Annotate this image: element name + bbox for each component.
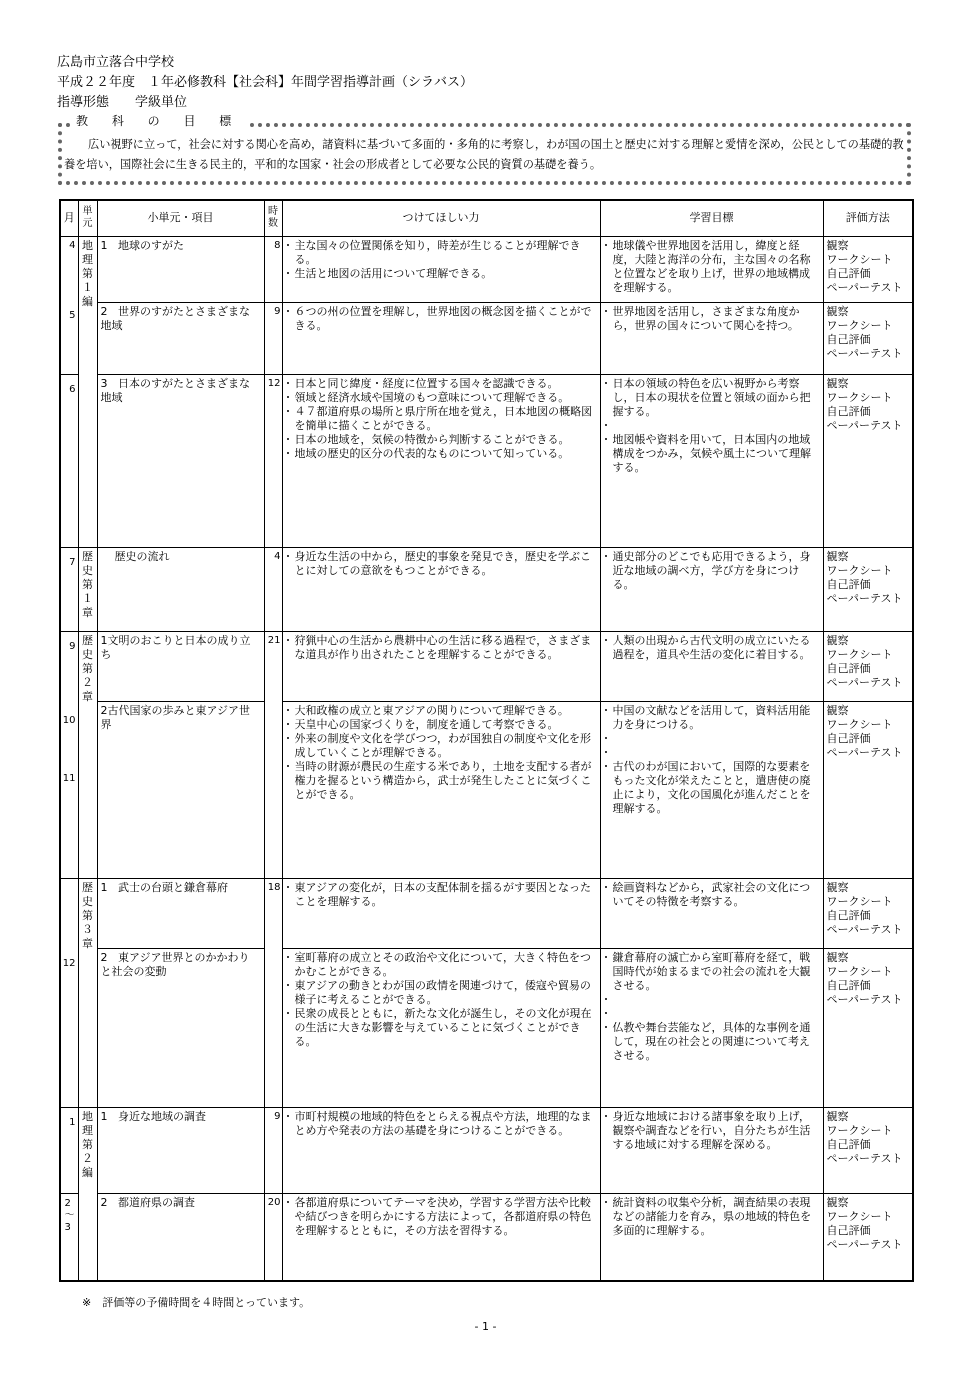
small-unit-cell: 歴史の流れ (97, 547, 264, 631)
evaluation-cell: 観察 ワークシート 自己評価 ペーパーテスト (823, 632, 913, 702)
month-cell (60, 375, 78, 548)
hours-cell: 21 (264, 632, 282, 879)
ability-cell: ・ 市町村規模の地域的特色をとらえる視点や方法，地理的なまとめ方や発表の方法の基礎を身につけることができる。 (282, 1107, 600, 1193)
month-cell (60, 236, 78, 375)
evaluation-cell: 観察 ワークシート 自己評価 ペーパーテスト (823, 1107, 913, 1193)
month-label: 1 (69, 1116, 76, 1128)
teaching-form: 指導形態 学級単位 (57, 95, 188, 110)
header-hours: 時数 (264, 200, 282, 236)
ability-cell: ・ 主な国々の位置関係を知り，時差が生じることが理解できる。 ・ 生活と地図の活用について理解できる。 (282, 236, 600, 302)
page-number: - 1 - (474, 1320, 497, 1333)
small-unit-cell: 3 日本のすがたとさまざまな地域 (97, 375, 264, 548)
small-unit-cell: 2 世界のすがたとさまざまな地域 (97, 302, 264, 374)
evaluation-cell: 観察 ワークシート 自己評価 ペーパーテスト (823, 236, 913, 302)
ability-cell: ・ 室町幕府の成立とその政治や文化について，大きく特色をつかむことができる。 ・ 東アジアの動きとわが国の政情を関連づけて，倭寇や貿易の様子に考えることができる。 ・ 民衆の成長とともに，新たな文化が誕生し，その文化が現在の生活に大きな影響を与えていることに気づくことができる。 (282, 949, 600, 1108)
table-row (60, 632, 913, 702)
unit-label: 地理第２編 (82, 1109, 93, 1179)
objective-cell: ・ 統計資料の収集や分析，調査結果の表現などの諸能力を育み，県の地域的特色を多面的に理解する。 (600, 1194, 823, 1281)
small-unit-cell: 1 地球のすがた (97, 236, 264, 302)
month-label: 7 (69, 556, 76, 568)
month-label: 10 (62, 715, 76, 727)
evaluation-cell: 観察 ワークシート 自己評価 ペーパーテスト (823, 878, 913, 948)
ability-cell: ・ 日本と同じ緯度・経度に位置する国々を認識できる。 ・ 領域と経済水域や国境のもつ意味について理解できる。 ・ ４７都道府県の場所と県庁所在地を覚え，日本地図の概略図を簡単に描くことができる。 ・ 日本の地域を，気候の特徴から判断することができる。 ・ 地域の歴史的区分の代表的なものについて知っている。 (282, 375, 600, 548)
table-row (60, 236, 913, 302)
table-header-row (60, 200, 913, 236)
objective-cell: ・ 鎌倉幕府の滅亡から室町幕府を経て，戦国時代が始まるまでの社会の流れを大観させる。 ・ ・ ・ 仏教や舞台芸能など，具体的な事例を通して，現在の社会との関連について考えさせる。 (600, 949, 823, 1108)
small-unit-cell: 2 東アジア世界とのかかわりと社会の変動 (97, 949, 264, 1108)
unit-cell (78, 236, 97, 547)
table-row (60, 547, 913, 631)
small-unit-cell: 1文明のおこりと日本の成り立ち (97, 632, 264, 702)
table-row (60, 949, 913, 1108)
objective-cell: ・ 人類の出現から古代文明の成立にいたる過程を，道具や生活の変化に着目する。 (600, 632, 823, 702)
hours-cell: 9 (264, 1107, 282, 1193)
syllabus-table (59, 199, 914, 1282)
evaluation-cell: 観察 ワークシート 自己評価 ペーパーテスト (823, 547, 913, 631)
hours-cell: 18 (264, 878, 282, 1107)
hours-cell: 12 (264, 375, 282, 548)
evaluation-cell: 観察 ワークシート 自己評価 ペーパーテスト (823, 375, 913, 548)
header-small-unit: 小単元・項目 (97, 200, 264, 236)
evaluation-cell: 観察 ワークシート 自己評価 ペーパーテスト (823, 949, 913, 1108)
unit-label: 歴史第３章 (82, 880, 93, 950)
hours-cell: 8 (264, 236, 282, 302)
small-unit-cell: 1 武士の台頭と鎌倉幕府 (97, 878, 264, 948)
unit-label: 歴史第２章 (82, 634, 93, 704)
unit-cell (78, 1107, 97, 1281)
unit-cell (78, 878, 97, 1107)
month-cell (60, 1107, 78, 1193)
objective-cell: ・ 中国の文献などを活用して，資料活用能力を身につける。 ・ ・ ・ 古代のわが国において，国際的な要素をもった文化が栄えたことと，遣唐使の廃止により，文化の国風化が進んだことを理解する。 (600, 702, 823, 879)
small-unit-cell: 2古代国家の歩みと東アジア世界 (97, 702, 264, 879)
header-objective: 学習目標 (600, 200, 823, 236)
footnote: ※ 評価等の予備時間を４時間とっています。 (82, 1296, 311, 1309)
subject-goal-text: 広い視野に立って，社会に対する関心を高め，諸資料に基づいて多面的・多角的に考察し，わが国の国土と歴史に対する理解と愛情を深め，公民としての基礎的教養を培い，国際社会に生きる民主的，平和的な国家・社会の形成者として必要な公民的資質の基礎を養う。 (64, 138, 904, 171)
month-label: 11 (62, 773, 76, 785)
subject-goal-title: 教 科 の 目 標 (70, 113, 247, 129)
table-row (60, 1107, 913, 1193)
school-name: 広島市立落合中学校 (57, 55, 175, 70)
table-row (60, 375, 913, 548)
month-label: 9 (69, 641, 76, 653)
hours-cell: 4 (264, 547, 282, 631)
evaluation-cell: 観察 ワークシート 自己評価 ペーパーテスト (823, 702, 913, 879)
small-unit-cell: 2 都道府県の調査 (97, 1194, 264, 1281)
table-row (60, 702, 913, 879)
ability-cell: ・ 身近な生活の中から，歴史的事象を発見でき，歴史を学ぶことに対しての意欲をもつことができる。 (282, 547, 600, 631)
small-unit-cell: 1 身近な地域の調査 (97, 1107, 264, 1193)
month-label: 2 〜 3 (64, 1198, 75, 1234)
month-label: 4 (69, 239, 76, 251)
objective-cell: ・ 絵画資料などから，武家社会の文化についてその特徴を考察する。 (600, 878, 823, 948)
header-month: 月 (60, 200, 78, 236)
ability-cell: ・ 狩猟中心の生活から農耕中心の生活に移る過程で，さまざまな道具が作り出されたことを理解することができる。 (282, 632, 600, 702)
unit-label: 地理第１編 (82, 238, 93, 308)
unit-label: 歴史第１章 (82, 549, 93, 619)
evaluation-cell: 観察 ワークシート 自己評価 ペーパーテスト (823, 1194, 913, 1281)
month-label: 12 (62, 957, 76, 969)
ability-cell: ・ 各都道府県についてテーマを決め，学習する学習方法や比較や結びつきを明らかにする方法によって，各都道府県の特色を理解するとともに，その方法を習得する。 (282, 1194, 600, 1281)
header-evaluation: 評価方法 (823, 200, 913, 236)
objective-cell: ・ 地球儀や世界地図を活用し，緯度と経度，大陸と海洋の分布，主な国々の名称と位置などを取り上げ，世界の地域構成を理解する。 (600, 236, 823, 302)
hours-cell: 9 (264, 302, 282, 374)
hours-cell: 20 (264, 1194, 282, 1281)
objective-cell: ・ 世界地図を活用し，さまざまな角度から，世界の国々について関心を持つ。 (600, 302, 823, 374)
unit-cell (78, 547, 97, 631)
ability-cell: ・ 大和政権の成立と東アジアの関りについて理解できる。 ・ 天皇中心の国家づくりを，制度を通して考察できる。 ・ 外来の制度や文化を学びつつ，わが国独自の制度や文化を形成していくことが理解できる。 ・ 当時の財源が農民の生産する米であり，土地を支配する者が権力を握るという構造から，武士が発生したことに気づくことができる。 (282, 702, 600, 879)
table-row (60, 1194, 913, 1281)
document-title: 平成２２年度 １年必修教科【社会科】年間学習指導計画（シラバス） (57, 75, 474, 90)
objective-cell: ・ 通史部分のどこでも応用できるよう，身近な地域の調べ方，学び方を身につける。 (600, 547, 823, 631)
month-cell (60, 878, 78, 1107)
month-cell (60, 547, 78, 631)
objective-cell: ・ 身近な地域における諸事象を取り上げ，観察や調査などを行い，自分たちが生活する地域に対する理解を深める。 (600, 1107, 823, 1193)
objective-cell: ・ 日本の領域の特色を広い視野から考察し，日本の現状を位置と領域の面から把握する。 ・ ・ 地図帳や資料を用いて，日本国内の地域構成をつかみ，気候や風土について理解する。 (600, 375, 823, 548)
unit-cell (78, 632, 97, 879)
header-unit: 単元 (78, 200, 97, 236)
ability-cell: ・ 東アジアの変化が，日本の支配体制を揺るがす要因となったことを理解する。 (282, 878, 600, 948)
table-row (60, 878, 913, 948)
table-row (60, 302, 913, 374)
header-ability: つけてほしい力 (282, 200, 600, 236)
month-cell (60, 632, 78, 879)
ability-cell: ・ ６つの州の位置を理解し，世界地図の概念図を描くことができる。 (282, 302, 600, 374)
month-label: 5 (69, 309, 76, 321)
evaluation-cell: 観察 ワークシート 自己評価 ペーパーテスト (823, 302, 913, 374)
month-cell (60, 1194, 78, 1281)
month-label: 6 (69, 384, 76, 396)
